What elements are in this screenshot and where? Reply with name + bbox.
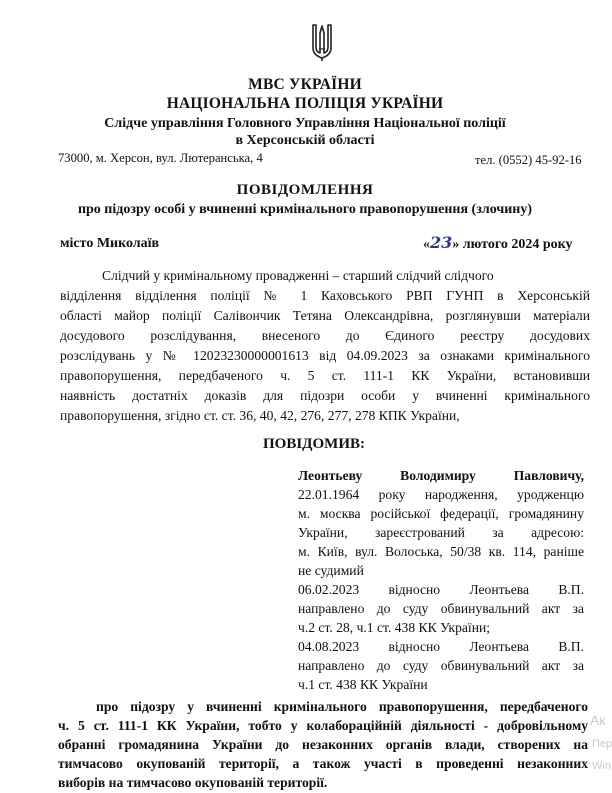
intro-line: досудового розслідування, внесеного до Єдиного реєстру досудових bbox=[60, 328, 590, 343]
phone: тел. (0552) 45-92-16 bbox=[475, 153, 582, 167]
intro-line: області майор поліції Салівончик Тетяна Олександрівна, розглянувши матеріали bbox=[60, 308, 590, 323]
charge-line: виборів на тимчасово окупованій території. bbox=[58, 775, 328, 790]
suspect-line: не судимий bbox=[298, 563, 364, 578]
watermark-line: Ак bbox=[590, 712, 606, 728]
date-quote-close: » bbox=[452, 237, 460, 252]
suspect-line: направлено до суду обвинувальний акт за bbox=[298, 658, 584, 673]
watermark-line: Win bbox=[592, 760, 611, 772]
suspect-line: 06.02.2023 відносно Леонтьева В.П. bbox=[298, 582, 584, 597]
suspect-name: Леонтьеву Володимиру Павловичу, bbox=[298, 468, 584, 483]
date-month-year: лютого 2024 року bbox=[459, 237, 573, 252]
suspect-line: 22.01.1964 року народження, уродженцю bbox=[298, 487, 584, 502]
charge-line: тимчасово окупованій території, а також участі в проведенні незаконних bbox=[58, 756, 588, 771]
intro-line: відділення відділення поліції № 1 Каховського РВП ГУНП в Херсонській bbox=[60, 288, 590, 303]
trident-emblem-icon bbox=[310, 22, 334, 62]
intro-line: правопорушення, згідно ст. ст. 36, 40, 42, 276, 277, 278 КПК України, bbox=[60, 408, 460, 423]
document-title: ПОВІДОМЛЕННЯ bbox=[236, 182, 374, 198]
watermark-line: Пер bbox=[592, 738, 612, 750]
suspect-line: направлено до суду обвинувальний акт за bbox=[298, 601, 584, 616]
department-line-1: Слідче управління Головного Управління Національної поліції bbox=[104, 116, 506, 131]
suspect-line: ч.1 ст. 438 КК України bbox=[298, 677, 428, 692]
notified-heading: ПОВІДОМИВ: bbox=[263, 436, 365, 452]
department-line-2: в Херсонській області bbox=[235, 133, 375, 148]
charge-line: про підозру у вчиненні кримінального правопорушення, передбаченого bbox=[96, 699, 588, 714]
date-day-handwritten: 23 bbox=[430, 233, 453, 252]
suspect-line: м. Київ, вул. Волоська, 50/38 кв. 114, раніше bbox=[298, 544, 584, 559]
suspect-line: 04.08.2023 відносно Леонтьева В.П. bbox=[298, 639, 584, 654]
place: місто Миколаїв bbox=[60, 236, 160, 251]
date-quote-open: « bbox=[423, 237, 430, 252]
date bbox=[423, 233, 573, 253]
charge-line: ч. 5 ст. 111-1 КК України, тобто у колабораційній діяльності - добровільному bbox=[58, 718, 588, 733]
suspect-line: ч.2 ст. 28, ч.1 ст. 438 КК України; bbox=[298, 620, 491, 635]
address: 73000, м. Херсон, вул. Лютеранська, 4 bbox=[58, 151, 263, 165]
intro-line: правопорушення, передбаченого ч. 5 ст. 111-1 КК України, встановивши bbox=[60, 368, 590, 383]
intro-line: Слідчий у кримінальному провадженні – старший слідчий слідчого bbox=[102, 268, 494, 283]
suspect-line: м. москва російської федерації, громадянину bbox=[298, 506, 584, 521]
intro-line: розслідувань у № 12023230000001613 від 04.09.2023 за ознаками кримінального bbox=[60, 348, 590, 363]
police-title: НАЦІОНАЛЬНА ПОЛІЦІЯ УКРАЇНИ bbox=[166, 95, 444, 112]
ministry-title: МВС УКРАЇНИ bbox=[248, 76, 362, 93]
intro-line: наявність достатніх доказів для підозри особи у вчиненні кримінального bbox=[60, 388, 590, 403]
charge-line: обранні громадянина України до незаконних органів влади, створених на bbox=[58, 737, 588, 752]
document-subtitle: про підозру особі у вчиненні кримінального правопорушення (злочину) bbox=[77, 202, 533, 217]
suspect-line: України, зареєстрований за адресою: bbox=[298, 525, 584, 540]
